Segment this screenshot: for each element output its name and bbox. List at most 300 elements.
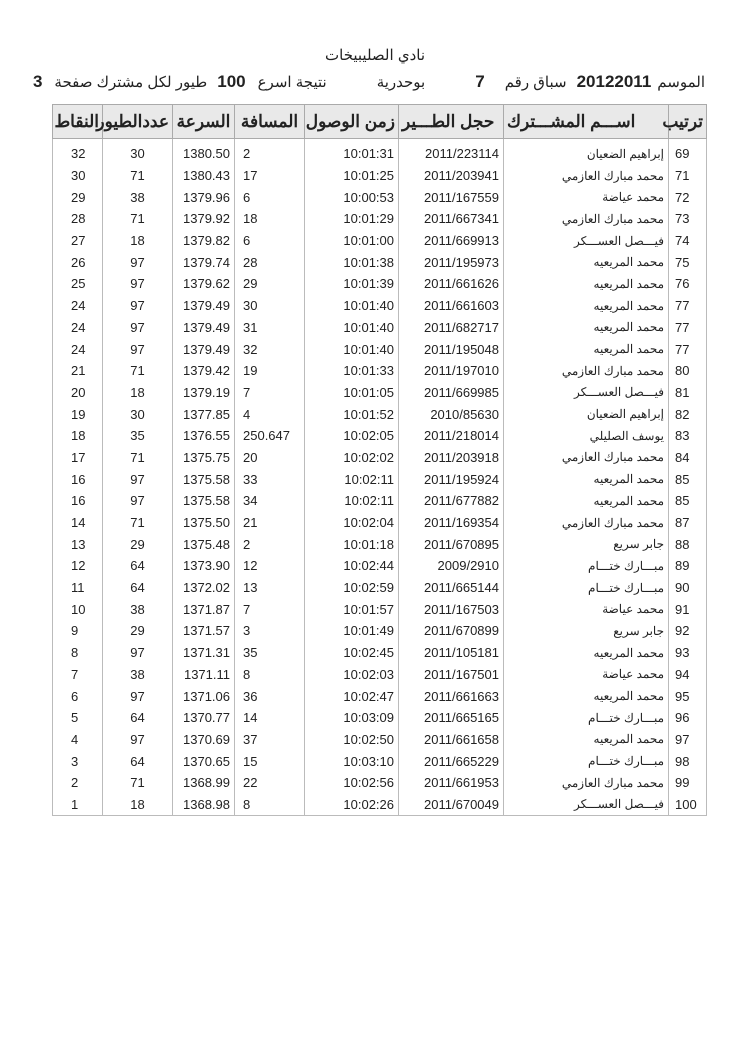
points-cell: 28 <box>53 208 103 230</box>
arrival-time-cell: 10:03:10 <box>305 750 399 772</box>
points-cell: 26 <box>53 251 103 273</box>
arrival-time-cell: 10:01:38 <box>305 251 399 273</box>
header-member-name: اســـم المشـــترك <box>504 105 669 139</box>
speed-cell: 1371.87 <box>173 598 235 620</box>
member-name-cell: محمد المريعيه <box>504 490 669 512</box>
points-cell: 5 <box>53 707 103 729</box>
table-row <box>53 317 707 339</box>
distance-cell: 250.647 <box>235 425 305 447</box>
bird-count-cell: 97 <box>103 273 173 295</box>
arrival-time-cell: 10:01:49 <box>305 620 399 642</box>
distance-cell: 7 <box>235 382 305 404</box>
arrival-time-cell: 10:01:33 <box>305 360 399 382</box>
points-cell: 32 <box>53 139 103 165</box>
rank-cell: 72 <box>669 186 707 208</box>
points-cell: 11 <box>53 577 103 599</box>
ring-number-cell: 2011/197010 <box>399 360 504 382</box>
speed-cell: 1379.96 <box>173 186 235 208</box>
ring-number-cell: 2011/661663 <box>399 685 504 707</box>
rank-cell: 100 <box>669 794 707 816</box>
distance-cell: 7 <box>235 598 305 620</box>
member-name-cell: محمد المريعيه <box>504 729 669 751</box>
points-cell: 17 <box>53 447 103 469</box>
arrival-time-cell: 10:02:26 <box>305 794 399 816</box>
speed-cell: 1375.75 <box>173 447 235 469</box>
table-row <box>53 533 707 555</box>
speed-cell: 1375.48 <box>173 533 235 555</box>
arrival-time-cell: 10:01:31 <box>305 139 399 165</box>
table-row <box>53 642 707 664</box>
table-row <box>53 750 707 772</box>
arrival-time-cell: 10:01:40 <box>305 338 399 360</box>
bird-count-cell: 71 <box>103 447 173 469</box>
speed-cell: 1379.74 <box>173 251 235 273</box>
arrival-time-cell: 10:01:18 <box>305 533 399 555</box>
distance-cell: 28 <box>235 251 305 273</box>
member-name-cell: محمد مبارك العازمي <box>504 447 669 469</box>
ring-number-cell: 2011/670895 <box>399 533 504 555</box>
ring-number-cell: 2011/195973 <box>399 251 504 273</box>
rank-cell: 69 <box>669 139 707 165</box>
points-cell: 8 <box>53 642 103 664</box>
member-name-cell: محمد مبارك العازمي <box>504 360 669 382</box>
rank-cell: 88 <box>669 533 707 555</box>
speed-cell: 1379.92 <box>173 208 235 230</box>
bird-count-cell: 38 <box>103 664 173 686</box>
rank-cell: 80 <box>669 360 707 382</box>
points-cell: 6 <box>53 685 103 707</box>
bird-count-cell: 64 <box>103 555 173 577</box>
table-row <box>53 186 707 208</box>
points-cell: 2 <box>53 772 103 794</box>
rank-cell: 73 <box>669 208 707 230</box>
member-name-cell: محمد المريعيه <box>504 468 669 490</box>
rank-cell: 90 <box>669 577 707 599</box>
arrival-time-cell: 10:01:29 <box>305 208 399 230</box>
bird-count-cell: 97 <box>103 251 173 273</box>
speed-cell: 1379.62 <box>173 273 235 295</box>
rank-cell: 74 <box>669 230 707 252</box>
bird-count-cell: 97 <box>103 295 173 317</box>
bird-count-cell: 64 <box>103 750 173 772</box>
speed-cell: 1375.50 <box>173 512 235 534</box>
ring-number-cell: 2011/203941 <box>399 165 504 187</box>
table-row <box>53 360 707 382</box>
bird-count-cell: 97 <box>103 729 173 751</box>
bird-count-cell: 38 <box>103 598 173 620</box>
distance-cell: 21 <box>235 512 305 534</box>
season-label: الموسم <box>657 74 705 91</box>
ring-number-cell: 2011/167503 <box>399 598 504 620</box>
distance-cell: 29 <box>235 273 305 295</box>
table-row <box>53 382 707 404</box>
member-name-cell: محمد مبارك العازمي <box>504 512 669 534</box>
arrival-time-cell: 10:02:11 <box>305 468 399 490</box>
rank-cell: 81 <box>669 382 707 404</box>
bird-count-cell: 97 <box>103 338 173 360</box>
distance-cell: 31 <box>235 317 305 339</box>
points-cell: 24 <box>53 338 103 360</box>
speed-cell: 1370.77 <box>173 707 235 729</box>
bird-count-cell: 38 <box>103 186 173 208</box>
arrival-time-cell: 10:02:03 <box>305 664 399 686</box>
points-cell: 24 <box>53 317 103 339</box>
header-ring-number: حجل الطـــير <box>399 105 504 139</box>
table-row <box>53 598 707 620</box>
member-name-cell: فيـــصل العســـكر <box>504 230 669 252</box>
ring-number-cell: 2011/169354 <box>399 512 504 534</box>
speed-cell: 1375.58 <box>173 490 235 512</box>
ring-number-cell: 2011/105181 <box>399 642 504 664</box>
member-name-cell: مبـــارك ختـــام <box>504 707 669 729</box>
ring-number-cell: 2009/2910 <box>399 555 504 577</box>
distance-cell: 32 <box>235 338 305 360</box>
points-cell: 20 <box>53 382 103 404</box>
race-label: سباق رقم <box>504 74 567 91</box>
member-name-cell: محمد المريعيه <box>504 685 669 707</box>
table-row <box>53 447 707 469</box>
ring-number-cell: 2011/665165 <box>399 707 504 729</box>
bird-count-cell: 97 <box>103 468 173 490</box>
bird-count-cell: 29 <box>103 533 173 555</box>
per-member-label: طيور لكل مشترك صفحة <box>54 74 208 91</box>
table-row <box>53 794 707 816</box>
distance-cell: 35 <box>235 642 305 664</box>
points-cell: 19 <box>53 403 103 425</box>
table-row <box>53 685 707 707</box>
bird-count-cell: 97 <box>103 685 173 707</box>
arrival-time-cell: 10:02:02 <box>305 447 399 469</box>
member-name-cell: محمد المريعيه <box>504 273 669 295</box>
table-row <box>53 664 707 686</box>
rank-cell: 98 <box>669 750 707 772</box>
member-name-cell: محمد عياضة <box>504 186 669 208</box>
bird-count-cell: 18 <box>103 382 173 404</box>
points-cell: 18 <box>53 425 103 447</box>
points-cell: 1 <box>53 794 103 816</box>
speed-cell: 1373.90 <box>173 555 235 577</box>
bird-count-cell: 30 <box>103 403 173 425</box>
points-cell: 9 <box>53 620 103 642</box>
distance-cell: 20 <box>235 447 305 469</box>
table-row <box>53 251 707 273</box>
table-row <box>53 577 707 599</box>
speed-cell: 1371.11 <box>173 664 235 686</box>
rank-cell: 94 <box>669 664 707 686</box>
arrival-time-cell: 10:02:05 <box>305 425 399 447</box>
bird-count-cell: 97 <box>103 317 173 339</box>
arrival-time-cell: 10:02:04 <box>305 512 399 534</box>
member-name-cell: مبـــارك ختـــام <box>504 577 669 599</box>
rank-cell: 85 <box>669 468 707 490</box>
speed-cell: 1376.55 <box>173 425 235 447</box>
speed-cell: 1371.06 <box>173 685 235 707</box>
rank-cell: 84 <box>669 447 707 469</box>
speed-cell: 1368.99 <box>173 772 235 794</box>
points-cell: 16 <box>53 468 103 490</box>
arrival-time-cell: 10:03:09 <box>305 707 399 729</box>
bird-count-cell: 35 <box>103 425 173 447</box>
ring-number-cell: 2011/677882 <box>399 490 504 512</box>
speed-cell: 1375.58 <box>173 468 235 490</box>
arrival-time-cell: 10:02:56 <box>305 772 399 794</box>
member-name-cell: جابر سريع <box>504 533 669 555</box>
speed-cell: 1372.02 <box>173 577 235 599</box>
member-name-cell: محمد المريعيه <box>504 295 669 317</box>
member-name-cell: محمد مبارك العازمي <box>504 772 669 794</box>
member-name-cell: يوسف الصليلي <box>504 425 669 447</box>
arrival-time-cell: 10:02:44 <box>305 555 399 577</box>
rank-cell: 77 <box>669 338 707 360</box>
rank-cell: 95 <box>669 685 707 707</box>
distance-cell: 17 <box>235 165 305 187</box>
table-row <box>53 295 707 317</box>
distance-cell: 30 <box>235 295 305 317</box>
bird-count-cell: 71 <box>103 208 173 230</box>
header-speed: السرعة <box>173 105 235 139</box>
page-number: 3 <box>32 72 43 91</box>
ring-number-cell: 2011/661603 <box>399 295 504 317</box>
speed-cell: 1379.49 <box>173 295 235 317</box>
arrival-time-cell: 10:02:50 <box>305 729 399 751</box>
ring-number-cell: 2011/203918 <box>399 447 504 469</box>
distance-cell: 33 <box>235 468 305 490</box>
distance-cell: 6 <box>235 230 305 252</box>
header-points: النقاط <box>53 105 103 139</box>
ring-number-cell: 2011/669985 <box>399 382 504 404</box>
rank-cell: 71 <box>669 165 707 187</box>
header-rank: ترتيب <box>669 105 707 139</box>
member-name-cell: محمد عياضة <box>504 664 669 686</box>
arrival-time-cell: 10:02:59 <box>305 577 399 599</box>
distance-cell: 12 <box>235 555 305 577</box>
table-row <box>53 555 707 577</box>
arrival-time-cell: 10:02:47 <box>305 685 399 707</box>
arrival-time-cell: 10:01:00 <box>305 230 399 252</box>
speed-cell: 1370.69 <box>173 729 235 751</box>
speed-cell: 1377.85 <box>173 403 235 425</box>
speed-cell: 1379.19 <box>173 382 235 404</box>
speed-cell: 1371.31 <box>173 642 235 664</box>
table-row <box>53 273 707 295</box>
member-name-cell: جابر سريع <box>504 620 669 642</box>
results-table <box>52 104 707 816</box>
rank-cell: 91 <box>669 598 707 620</box>
arrival-time-cell: 10:02:45 <box>305 642 399 664</box>
table-row <box>53 620 707 642</box>
rank-cell: 93 <box>669 642 707 664</box>
bird-count-cell: 71 <box>103 772 173 794</box>
bird-count-cell: 71 <box>103 512 173 534</box>
points-cell: 7 <box>53 664 103 686</box>
arrival-time-cell: 10:01:40 <box>305 317 399 339</box>
bird-count-cell: 97 <box>103 642 173 664</box>
distance-cell: 13 <box>235 577 305 599</box>
member-name-cell: محمد المريعيه <box>504 317 669 339</box>
distance-cell: 22 <box>235 772 305 794</box>
ring-number-cell: 2011/167501 <box>399 664 504 686</box>
rank-cell: 92 <box>669 620 707 642</box>
rank-cell: 89 <box>669 555 707 577</box>
ring-number-cell: 2011/195924 <box>399 468 504 490</box>
ring-number-cell: 2010/85630 <box>399 403 504 425</box>
table-row <box>53 165 707 187</box>
ring-number-cell: 2011/223114 <box>399 139 504 165</box>
table-row <box>53 772 707 794</box>
ring-number-cell: 2011/661626 <box>399 273 504 295</box>
rank-cell: 77 <box>669 295 707 317</box>
table-row <box>53 425 707 447</box>
member-name-cell: محمد مبارك العازمي <box>504 208 669 230</box>
speed-cell: 1380.50 <box>173 139 235 165</box>
member-name-cell: محمد مبارك العازمي <box>504 165 669 187</box>
speed-cell: 1379.49 <box>173 338 235 360</box>
header-arrival-time: زمن الوصول <box>305 105 399 139</box>
distance-cell: 6 <box>235 186 305 208</box>
points-cell: 25 <box>53 273 103 295</box>
arrival-time-cell: 10:02:11 <box>305 490 399 512</box>
header-bird-count: عددالطيور <box>103 105 173 139</box>
table-row <box>53 230 707 252</box>
arrival-time-cell: 10:01:52 <box>305 403 399 425</box>
season-value: 20122011 <box>576 72 652 91</box>
speed-cell: 1379.49 <box>173 317 235 339</box>
points-cell: 21 <box>53 360 103 382</box>
result-label: نتيجة اسرع <box>257 74 327 91</box>
rank-cell: 87 <box>669 512 707 534</box>
bird-count-cell: 18 <box>103 230 173 252</box>
distance-cell: 8 <box>235 664 305 686</box>
table-row <box>53 468 707 490</box>
points-cell: 29 <box>53 186 103 208</box>
rank-cell: 77 <box>669 317 707 339</box>
table-row <box>53 403 707 425</box>
distance-cell: 19 <box>235 360 305 382</box>
table-row <box>53 707 707 729</box>
member-name-cell: محمد عياضة <box>504 598 669 620</box>
rank-cell: 83 <box>669 425 707 447</box>
table-header-row <box>53 105 707 139</box>
ring-number-cell: 2011/670899 <box>399 620 504 642</box>
points-cell: 14 <box>53 512 103 534</box>
member-name-cell: محمد المريعيه <box>504 642 669 664</box>
points-cell: 3 <box>53 750 103 772</box>
table-row <box>53 208 707 230</box>
race-number: 7 <box>475 72 485 91</box>
member-name-cell: إبراهيم الضعيان <box>504 403 669 425</box>
arrival-time-cell: 10:01:25 <box>305 165 399 187</box>
member-name-cell: فيـــصل العســـكر <box>504 794 669 816</box>
race-info-line <box>32 72 705 96</box>
points-cell: 27 <box>53 230 103 252</box>
table-row <box>53 512 707 534</box>
member-name-cell: محمد المريعيه <box>504 338 669 360</box>
points-cell: 24 <box>53 295 103 317</box>
rank-cell: 82 <box>669 403 707 425</box>
arrival-time-cell: 10:01:39 <box>305 273 399 295</box>
distance-cell: 15 <box>235 750 305 772</box>
points-cell: 16 <box>53 490 103 512</box>
distance-cell: 8 <box>235 794 305 816</box>
bird-count-cell: 97 <box>103 490 173 512</box>
distance-cell: 14 <box>235 707 305 729</box>
speed-cell: 1368.98 <box>173 794 235 816</box>
bird-count-cell: 71 <box>103 165 173 187</box>
table-row <box>53 490 707 512</box>
arrival-time-cell: 10:01:05 <box>305 382 399 404</box>
points-cell: 12 <box>53 555 103 577</box>
rank-cell: 99 <box>669 772 707 794</box>
ring-number-cell: 2011/665229 <box>399 750 504 772</box>
arrival-time-cell: 10:00:53 <box>305 186 399 208</box>
table-row <box>53 139 707 165</box>
arrival-time-cell: 10:01:57 <box>305 598 399 620</box>
ring-number-cell: 2011/661658 <box>399 729 504 751</box>
ring-number-cell: 2011/665144 <box>399 577 504 599</box>
ring-number-cell: 2011/218014 <box>399 425 504 447</box>
distance-cell: 37 <box>235 729 305 751</box>
table-row <box>53 729 707 751</box>
speed-cell: 1371.57 <box>173 620 235 642</box>
member-name-cell: فيـــصل العســـكر <box>504 382 669 404</box>
points-cell: 4 <box>53 729 103 751</box>
distance-cell: 18 <box>235 208 305 230</box>
table-body <box>53 139 707 816</box>
rank-cell: 85 <box>669 490 707 512</box>
ring-number-cell: 2011/669913 <box>399 230 504 252</box>
bird-count-cell: 18 <box>103 794 173 816</box>
bird-count-cell: 71 <box>103 360 173 382</box>
top-count: 100 <box>217 72 246 91</box>
distance-cell: 2 <box>235 139 305 165</box>
ring-number-cell: 2011/661953 <box>399 772 504 794</box>
rank-cell: 96 <box>669 707 707 729</box>
arrival-time-cell: 10:01:40 <box>305 295 399 317</box>
speed-cell: 1380.43 <box>173 165 235 187</box>
bird-count-cell: 29 <box>103 620 173 642</box>
distance-cell: 4 <box>235 403 305 425</box>
speed-cell: 1370.65 <box>173 750 235 772</box>
ring-number-cell: 2011/195048 <box>399 338 504 360</box>
member-name-cell: محمد المريعيه <box>504 251 669 273</box>
member-name-cell: مبـــارك ختـــام <box>504 750 669 772</box>
speed-cell: 1379.82 <box>173 230 235 252</box>
rank-cell: 97 <box>669 729 707 751</box>
rank-cell: 75 <box>669 251 707 273</box>
distance-cell: 2 <box>235 533 305 555</box>
bird-count-cell: 64 <box>103 707 173 729</box>
table-row <box>53 338 707 360</box>
race-location: بوحدرية <box>376 74 426 91</box>
bird-count-cell: 30 <box>103 139 173 165</box>
rank-cell: 76 <box>669 273 707 295</box>
points-cell: 13 <box>53 533 103 555</box>
points-cell: 30 <box>53 165 103 187</box>
ring-number-cell: 2011/167559 <box>399 186 504 208</box>
distance-cell: 3 <box>235 620 305 642</box>
ring-number-cell: 2011/682717 <box>399 317 504 339</box>
club-title: نادي الصليبيخات <box>325 47 425 64</box>
distance-cell: 34 <box>235 490 305 512</box>
member-name-cell: إبراهيم الضعيان <box>504 139 669 165</box>
member-name-cell: مبـــارك ختـــام <box>504 555 669 577</box>
distance-cell: 36 <box>235 685 305 707</box>
bird-count-cell: 64 <box>103 577 173 599</box>
speed-cell: 1379.42 <box>173 360 235 382</box>
ring-number-cell: 2011/667341 <box>399 208 504 230</box>
points-cell: 10 <box>53 598 103 620</box>
header-distance: المسافة <box>235 105 305 139</box>
